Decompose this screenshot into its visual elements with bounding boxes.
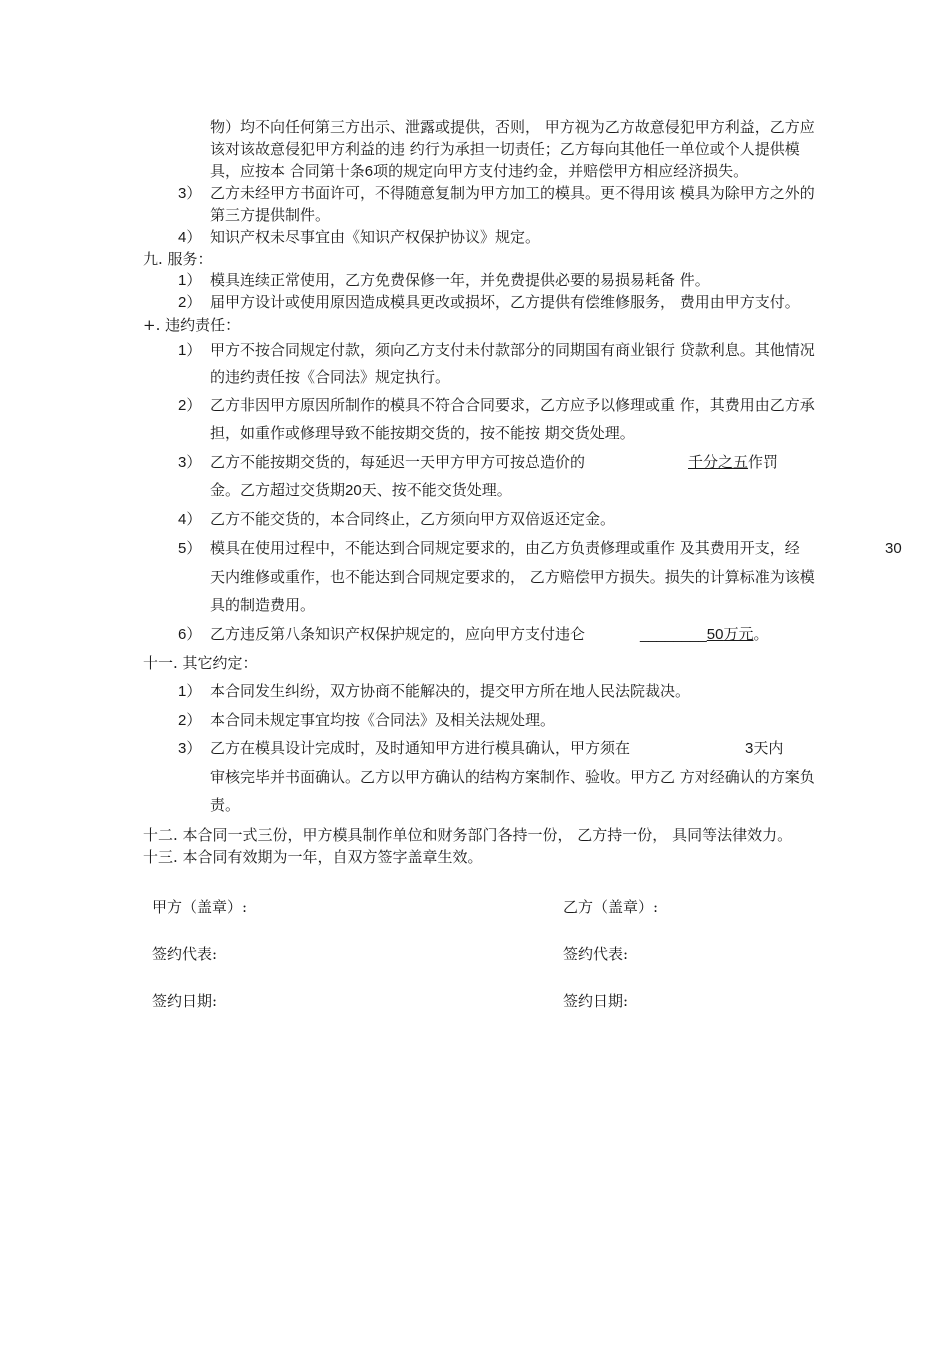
art9-item2-line1: 届甲方设计或使用原因造成模具更改或损坏，乙方提供有偿维修服务， 费用由甲方支付。 — [210, 293, 800, 311]
party-a-representative-label: 签约代表: — [152, 945, 218, 963]
amount-number: 50 — [706, 626, 724, 643]
party-b-date-label: 签约日期: — [563, 992, 629, 1010]
art11-item3-number: 3） — [178, 740, 202, 757]
art8-item3-line2: 第三方提供制件。 — [210, 206, 331, 224]
art8-cont-line3: 具，应按本 合同第十条6项的规定向甲方支付违约金，并赔偿甲方相应经济损失。 — [210, 162, 749, 180]
art11-item1-number: 1） — [178, 683, 202, 700]
art11-heading: 十一. 其它约定： — [143, 654, 258, 672]
art10-item5-line1: 模具在使用过程中，不能达到合同规定要求的，由乙方负责修理或重作 及其费用开支，经 — [210, 539, 800, 557]
art11-item1-line1: 本合同发生纠纷，双方协商不能解决的，提交甲方所在地人民法院裁决。 — [210, 682, 691, 700]
art10-item3-line2: 金。乙方超过交货期20天、按不能交货处理。 — [210, 481, 512, 499]
art11-item3-line2: 审核完毕并书面确认。乙方以甲方确认的结构方案制作、验收。甲方乙 方对经确认的方案负 — [210, 768, 815, 786]
party-a-date-label: 签约日期: — [152, 992, 218, 1010]
art11-item3-days: 3天内 — [745, 739, 784, 757]
art10-item5-line2: 天内维修或重作，也不能达到合同规定要求的， 乙方赔偿甲方损失。损失的计算标准为该模 — [210, 568, 815, 586]
art10-item5-number: 5） — [178, 540, 202, 557]
art10-item2-number: 2） — [178, 397, 202, 414]
art10-item4-number: 4） — [178, 511, 202, 528]
amount-blank: ________ — [640, 626, 707, 643]
art8-cont-line1: 物）均不向任何第三方出示、泄露或提供，否则， 甲方视为乙方故意侵犯甲方利益，乙方应 — [210, 118, 815, 136]
art10-item3-rate: 千分之五作罚 — [688, 453, 779, 471]
penalty-rate-fill: 千分之五 — [688, 453, 749, 471]
art10-item1-line1: 甲方不按合同规定付款，须向乙方支付未付款部分的同期国有商业银行 贷款利息。其他情况 — [210, 341, 815, 359]
party-b-seal-label: 乙方（盖章）: — [563, 898, 659, 916]
art10-item6-line1: 乙方违反第八条知识产权保护规定的，应向甲方支付违仑 — [210, 625, 586, 643]
art10-item6-number: 6） — [178, 626, 202, 643]
art9-item1-line1: 模具连续正常使用，乙方免费保修一年，并免费提供必要的易损易耗备 件。 — [210, 271, 710, 289]
art10-item3-line1: 乙方不能按期交货的，每延迟一天甲方甲方可按总造价的 — [210, 453, 586, 471]
art12-line: 十二. 本合同一式三份，甲方模具制作单位和财务部门各持一份， 乙方持一份， 具同等法律效力。 — [143, 826, 793, 844]
art10-item2-line1: 乙方非因甲方原因所制作的模具不符合合同要求，乙方应予以修理或重 作，其费用由乙方承 — [210, 396, 815, 414]
amount-unit: 万元 — [723, 625, 754, 643]
art11-item2-number: 2） — [178, 712, 202, 729]
art8-item3-number: 3） — [178, 185, 202, 202]
art9-item1-number: 1） — [178, 272, 202, 289]
art10-item6-amount: ________50万元。 — [640, 625, 769, 643]
art10-item3-number: 3） — [178, 454, 202, 471]
art11-item2-line1: 本合同未规定事宜均按《合同法》及相关法规处理。 — [210, 711, 556, 729]
party-a-seal-label: 甲方（盖章）: — [152, 898, 248, 916]
art13-line: 十三. 本合同有效期为一年，自双方签字盖章生效。 — [143, 848, 483, 866]
art8-item4-number: 4） — [178, 229, 202, 246]
art9-item2-number: 2） — [178, 294, 202, 311]
art10-item1-line2: 的违约责任按《合同法》规定执行。 — [210, 368, 451, 386]
art8-cont-line2: 该对该故意侵犯甲方利益的违 约行为承担一切责任；乙方每向其他任一单位或个人提供模 — [210, 140, 800, 158]
art10-item5-line3: 具的制造费用。 — [210, 596, 316, 614]
art8-item4-line1: 知识产权未尽事宜由《知识产权保护协议》规定。 — [210, 228, 541, 246]
art10-item1-number: 1） — [178, 342, 202, 359]
art11-item3-line3: 责。 — [210, 796, 241, 814]
art10-heading: +. 违约责任： — [143, 316, 241, 334]
art10-item4-line1: 乙方不能交货的，本合同终止，乙方须向甲方双倍返还定金。 — [210, 510, 616, 528]
party-b-representative-label: 签约代表: — [563, 945, 629, 963]
art10-item5-days: 30 — [885, 540, 902, 557]
art10-item2-line2: 担，如重作或修理导致不能按期交货的，按不能按 期交货处理。 — [210, 424, 635, 442]
art11-item3-line1: 乙方在模具设计完成时，及时通知甲方进行模具确认，甲方须在 — [210, 739, 631, 757]
art8-item3-line1: 乙方未经甲方书面许可，不得随意复制为甲方加工的模具。更不得用该 模具为除甲方之外的 — [210, 184, 815, 202]
art9-heading: 九. 服务： — [143, 250, 213, 268]
